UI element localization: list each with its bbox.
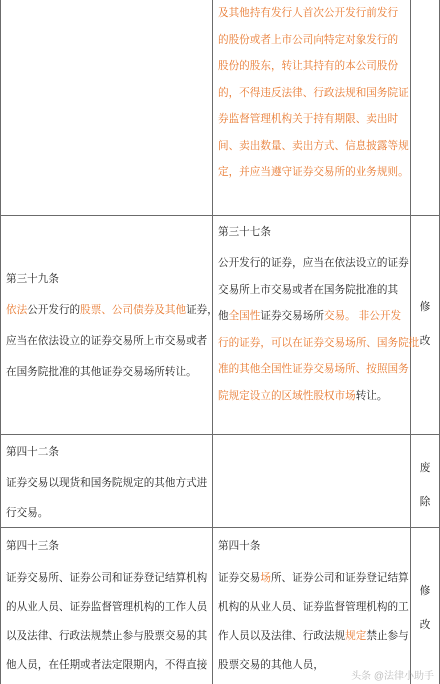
text-segment: 公开发行的 [27,304,81,316]
action-label: 修 [419,301,431,313]
highlighted-text: 定，并应当遵守证券交易所的业务规则。 [218,166,409,178]
action-label: 修 [419,585,431,597]
text-segment: 以及法律、行政法规禁止参与股票交易的其 [6,630,208,642]
text-segment: 应当在依法设立的证券交易所上市交易或者 [6,335,208,347]
text-line [218,625,409,647]
row-divider [0,434,440,435]
text-segment: 证券交易以现货和国务院规定的其他方式进 [6,477,208,489]
action-label: 改 [419,619,431,631]
highlighted-text: 全国性 [228,310,261,322]
text-segment: 证券交易场所 [260,310,324,322]
highlighted-text: 及其他持有发行人首次公开发行前发行 [218,7,399,19]
text-line [6,299,218,321]
text-segment: 他人员，在任期或者法定限期内，不得直接 [6,659,208,671]
text-line [218,2,398,24]
text-segment: 他 [218,310,229,322]
text-line [218,55,398,77]
text-segment: 公开发行的证券，应当在依法设立的证券 [218,257,409,269]
highlighted-text: 交易。 非公开发 [323,310,402,322]
text-line [218,252,409,274]
column-divider-left [212,0,213,684]
highlighted-text: 规定 [345,630,367,642]
text-line [218,305,401,327]
highlighted-text: 行的证券，可以在证券交易场所、国务院批 [218,336,420,349]
action-label: 改 [419,335,431,347]
text-line [6,625,207,647]
highlighted-text: 场 [260,572,271,584]
text-line [218,279,398,301]
text-segment: 行交易。 [6,507,49,519]
highlighted-text: 的股份或者上市公司向特定对象发行的 [218,33,399,46]
table-border-left [0,0,1,684]
article-title-37: 第三十七条 [218,226,271,238]
text-line [218,654,324,676]
text-segment: 转让。 [355,389,388,402]
text-line [6,502,48,524]
article-title-42: 第四十二条 [6,446,59,458]
text-segment: 的从业人员、 [6,601,70,613]
highlighted-text: 股份的股东，转让其持有的本公司股份 [218,60,399,72]
text-line [218,358,409,380]
highlighted-text: 券监督管理机构关于持有期限、卖出时 [218,113,399,125]
text-segment: 证券监督管理机构的工作人员 [69,601,208,613]
text-segment: 作人员以及法律、行政法规 [218,630,346,642]
article-title-40: 第四十条 [218,540,261,552]
article-title-39: 第三十九条 [6,273,59,285]
text-line [218,135,409,157]
text-segment: 在国务院批准的其他证券交易场所转让。 [6,366,197,378]
text-segment: 证券交易 [218,572,261,584]
text-segment: 所、证券公司和证券登记结算 [270,572,409,584]
text-line [218,108,398,130]
text-line [218,385,388,407]
row-divider [0,527,440,528]
highlighted-text: 间、卖出数量、卖出方式、信息披露等规 [218,139,409,152]
text-segment: 机构的从业人员、证券监督管理机构的工 [218,601,409,613]
text-line [6,654,207,676]
action-label: 废 [419,462,431,474]
highlighted-text: 的，不得违反法律、行政法规和国务院证 [218,86,409,99]
text-line [218,161,409,183]
text-line [218,332,419,354]
text-line [6,567,207,589]
highlighted-text: 股票、公司债券及其他 [80,304,187,316]
highlighted-text: 院规定设立的区域性股权市场 [218,389,356,402]
text-segment: 股票交易的其他人员， [218,659,324,671]
text-line [6,596,207,618]
text-line [218,567,409,589]
article-title-43: 第四十三条 [6,540,59,552]
text-segment: 证券交易所、证券公司和证券登记结算机构 [6,572,208,584]
action-label: 除 [419,496,431,508]
highlighted-text: 依法 [6,304,28,316]
text-line [218,82,409,104]
text-line [218,29,398,51]
text-line [6,330,207,352]
highlighted-text: 准的其他全国性证券交易场所、按照国务 [218,363,409,375]
text-line [6,472,207,494]
text-line [6,361,197,383]
text-segment: 证券， [186,304,218,316]
watermark: 头条 @法律小助手 [351,671,434,682]
text-segment: 禁止参与 [366,630,409,642]
text-line [218,596,409,618]
text-segment: 交易所上市交易或者在国务院批准的其 [218,283,399,296]
row-divider [0,215,440,216]
